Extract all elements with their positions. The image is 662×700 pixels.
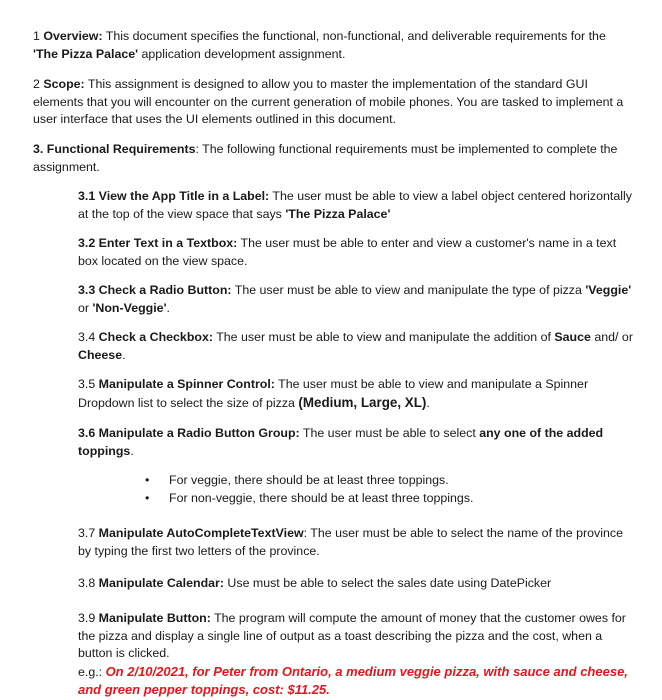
requirement-3-9-number: 3.9 (78, 611, 99, 625)
scope-number: 2 (33, 77, 44, 91)
overview-app-name: 'The Pizza Palace' (33, 46, 139, 61)
requirement-3-1-title: 3.1 View the App Title in a Label: (78, 189, 270, 203)
overview-heading: Overview: (43, 29, 103, 43)
requirement-3-9-text: The program will compute the amount of money that the customer owes for the pizza and display a single line of output as a toast describing the pizza and the cost, when a button is clicked. (78, 611, 626, 661)
requirement-3-2-title: 3.2 Enter Text in a Textbox: (78, 236, 238, 250)
requirement-3-4-text: The user must be able to view and manipulate the addition of (212, 330, 555, 344)
overview-text-end: application development assignment. (138, 46, 346, 61)
bullet-icon: • (145, 490, 150, 505)
requirement-3-7-title: Manipulate AutoCompleteTextView (98, 526, 304, 540)
requirement-3-4-period: . (122, 347, 126, 362)
requirement-3-5-number: 3.5 (78, 377, 99, 391)
toppings-bullet-list (145, 472, 473, 507)
requirement-3-6-title: 3.6 Manipulate a Radio Button Group: (78, 426, 300, 440)
requirement-3-6-text: The user must be able to select (299, 426, 480, 440)
functional-requirements-text: : The following functional requirements must be implemented to complete the assignment. (33, 142, 618, 174)
requirement-3-7-number: 3.7 (78, 526, 99, 540)
requirement-3-5-text: The user must be able to view and manipulate a Spinner Dropdown list to select the size of pizza (78, 377, 589, 410)
requirement-3-8-text: Use must be able to select the sales date using DatePicker (223, 576, 552, 590)
requirement-3-1-value: 'The Pizza Palace' (285, 206, 391, 221)
requirement-3-4 (78, 329, 638, 364)
requirement-3-2 (78, 235, 638, 270)
requirement-3-8-number: 3.8 (78, 576, 99, 590)
requirement-3-1-text: The user must be able to view a label object centered horizontally at the top of the view space that says (78, 189, 632, 221)
functional-requirements-heading: 3. Functional Requirements (33, 142, 196, 156)
requirement-3-2-text: The user must be able to enter and view a customer's name in a text box located on the view space. (78, 236, 617, 268)
requirement-3-3-text: The user must be able to view and manipulate the type of pizza (231, 283, 586, 297)
requirement-3-5-sizes: (Medium, Large, XL) (298, 394, 427, 410)
functional-requirements-paragraph (33, 141, 633, 176)
scope-paragraph (33, 76, 633, 129)
scope-text: This assignment is designed to allow you to master the implementation of the standard GUI elements that you will encounter on the current generation of mobile phones. You are tasked to implement a user interface that uses the UI elements outlined in this document. (33, 77, 624, 127)
list-item (145, 490, 473, 508)
toppings-veggie-text: For veggie, there should be at least three toppings. (169, 473, 449, 487)
requirement-3-5 (78, 376, 638, 412)
requirement-3-3-option-veggie: 'Veggie' (585, 283, 632, 297)
scope-heading: Scope: (43, 77, 85, 91)
requirement-3-6-emphasis: any one of the added toppings (78, 426, 604, 458)
requirement-3-3-or: or (78, 300, 93, 315)
requirement-3-5-period: . (426, 395, 430, 410)
requirement-3-9 (78, 610, 638, 700)
requirement-3-4-title: Check a Checkbox: (98, 330, 213, 344)
requirement-3-4-and-or: and/ or (590, 330, 633, 344)
requirement-3-9-example: On 2/10/2021, for Peter from Ontario, a medium veggie pizza, with sauce and cheese, and green pepper toppings, cost: $11.25. (78, 663, 628, 698)
requirement-3-3-option-non-veggie: 'Non-Veggie' (92, 300, 167, 315)
requirement-3-4-option-sauce: Sauce (554, 330, 591, 344)
requirement-3-4-number: 3.4 (78, 330, 99, 344)
requirement-3-9-title: Manipulate Button: (98, 611, 211, 625)
overview-number: 1 (33, 29, 44, 43)
overview-paragraph (33, 28, 633, 63)
toppings-non-veggie-text: For non-veggie, there should be at least three toppings. (169, 490, 474, 505)
overview-text: This document specifies the functional, non-functional, and deliverable requirements for the (102, 29, 606, 43)
requirement-3-3-title: 3.3 Check a Radio Button: (78, 283, 232, 297)
requirement-3-8 (78, 575, 638, 593)
requirement-3-6 (78, 425, 638, 460)
requirement-3-1 (78, 188, 638, 223)
requirement-3-7-text: : The user must be able to select the name of the province by typing the first two letters of the province. (78, 526, 623, 558)
bullet-icon: • (145, 473, 150, 487)
requirement-3-3-period: . (166, 300, 170, 315)
requirement-3-8-title: Manipulate Calendar: (98, 576, 224, 590)
requirement-3-9-eg-label: e.g.: (78, 664, 106, 679)
list-item (145, 472, 473, 490)
requirement-3-6-period: . (130, 443, 134, 458)
requirement-3-4-option-cheese: Cheese (78, 347, 123, 362)
requirement-3-7 (78, 525, 638, 560)
requirement-3-3 (78, 282, 638, 317)
requirement-3-5-title: Manipulate a Spinner Control: (98, 377, 275, 391)
